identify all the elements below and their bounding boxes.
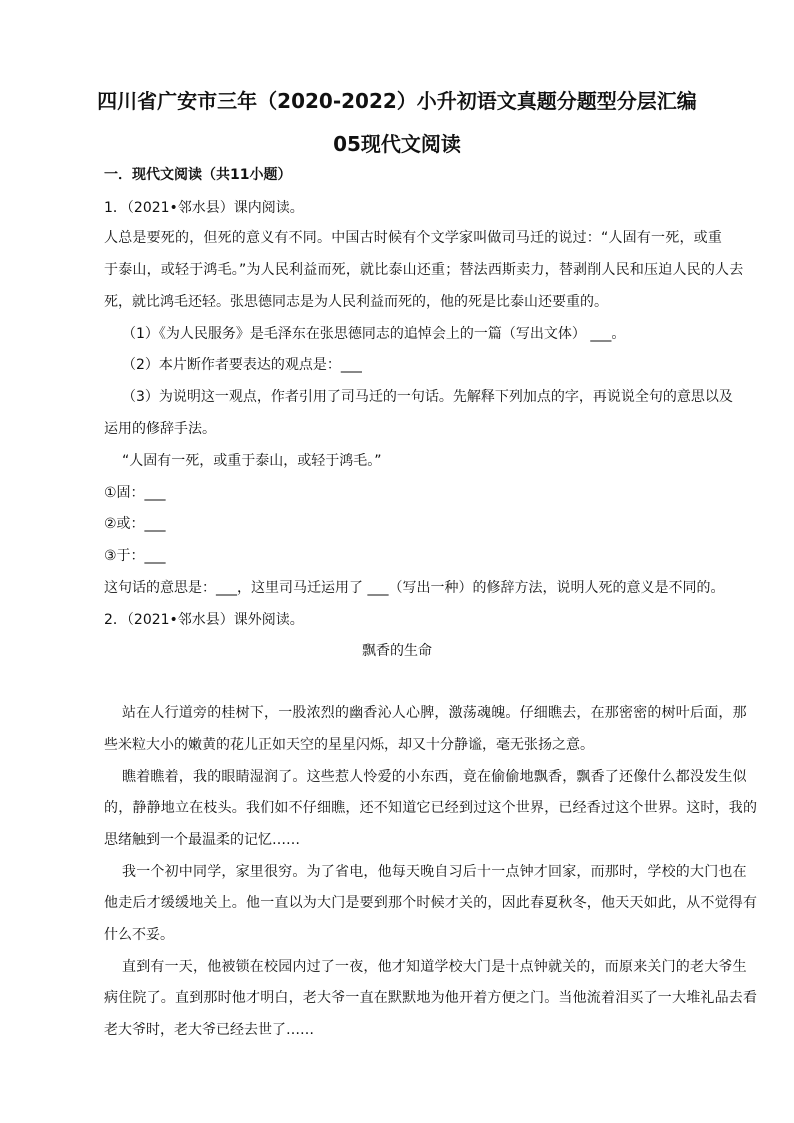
q1-passage-line-1: 人总是要死的，但死的意义有不同。中国古时候有个文学家叫做司马迁的说过：“人固有一死，或重: [104, 230, 723, 246]
q1-quote: “人固有一死，或重于泰山，或轻于鸿毛。”: [122, 453, 382, 469]
document-title: 四川省广安市三年（2020-2022）小升初语文真题分题型分层汇编: [97, 89, 697, 113]
q1-passage-line-3: 死，就比鸿毛还轻。张思德同志是为人民利益而死的，他的死是比泰山还要重的。: [104, 294, 608, 310]
question-1-header: 1．（2021•邻水县）课内阅读。: [104, 200, 304, 216]
q2-paragraph-3-line-2: 他走后才缓缓地关上。他一直以为大门是要到那个时候才关的，因此春夏秋冬，他天天如此，从不觉得有: [104, 895, 758, 911]
q1-item-3: ③于：___: [104, 548, 166, 564]
q1-passage-line-2: 于泰山，或轻于鸿毛。”为人民利益而死，就比泰山还重；替法西斯卖力，替剥削人民和压迫人民的人去: [104, 262, 744, 278]
q1-conclusion: 这句话的意思是：___，这里司马迁运用了 ___（写出一种）的修辞方法，说明人死的意义是不同的。: [104, 580, 725, 596]
q1-sub-question-3-line-1: （3）为说明这一观点，作者引用了司马迁的一句话。先解释下列加点的字，再说说全句的意思以及: [122, 389, 733, 405]
q1-sub-question-2: （2）本片断作者要表达的观点是：___: [122, 357, 362, 373]
q2-paragraph-4-line-3: 老大爷时，老大爷已经去世了……: [104, 1022, 314, 1038]
q2-paragraph-4-line-2: 病住院了。直到那时他才明白，老大爷一直在默默地为他开着方便之门。当他流着泪买了一大堆礼品去看: [104, 990, 758, 1006]
q1-item-1: ①固：___: [104, 485, 166, 501]
q1-sub-question-3-line-2: 运用的修辞手法。: [104, 421, 216, 437]
q2-paragraph-1-line-2: 些米粒大小的嫩黄的花儿正如天空的星星闪烁，却又十分静谧，毫无张扬之意。: [104, 737, 594, 753]
q1-sub-question-1: （1）《为人民服务》是毛泽东在张思德同志的追悼会上的一篇（写出文体） ___。: [122, 326, 626, 342]
q2-paragraph-1-line-1: 站在人行道旁的桂树下，一股浓烈的幽香沁人心脾，激荡魂魄。仔细瞧去，在那密密的树叶后面，那: [122, 705, 747, 721]
question-2-header: 2．（2021•邻水县）课外阅读。: [104, 612, 304, 628]
document-subtitle: 05现代文阅读: [333, 132, 461, 156]
section-heading: 一．现代文阅读（共11小题）: [104, 167, 292, 183]
q2-paragraph-3-line-3: 什么不妥。: [104, 927, 174, 943]
q1-item-2: ②或：___: [104, 516, 166, 532]
q2-paragraph-2-line-3: 思绪触到一个最温柔的记忆……: [104, 832, 300, 848]
q2-paragraph-4-line-1: 直到有一天，他被锁在校园内过了一夜，他才知道学校大门是十点钟就关的，而原来关门的老大爷生: [122, 959, 747, 975]
q2-paragraph-2-line-2: 的，静静地立在枝头。我们如不仔细瞧，还不知道它已经到过这个世界，已经香过这个世界。这时，我的: [104, 800, 758, 816]
q2-paragraph-3-line-1: 我一个初中同学，家里很穷。为了省电，他每天晚自习后十一点钟才回家，而那时，学校的大门也在: [122, 864, 747, 880]
article-title: 飘香的生命: [362, 643, 432, 659]
q2-paragraph-2-line-1: 瞧着瞧着，我的眼睛湿润了。这些惹人怜爱的小东西，竟在偷偷地飘香，飘香了还像什么都没发生似: [122, 769, 747, 785]
